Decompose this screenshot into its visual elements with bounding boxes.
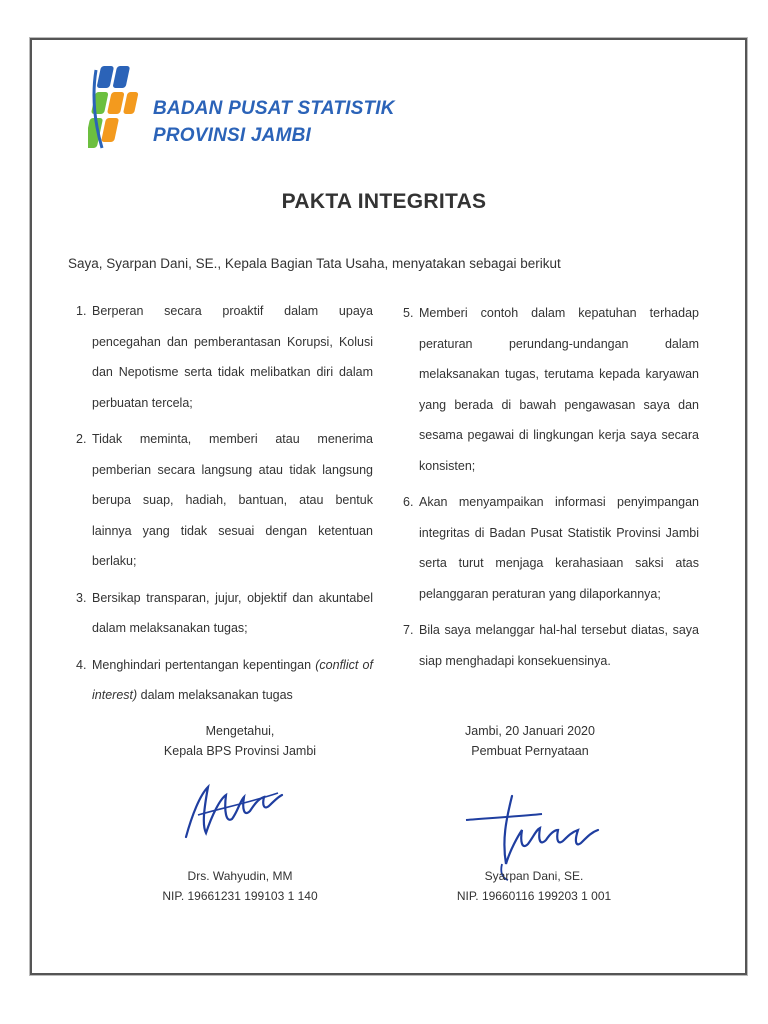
item-text-part: dalam melaksanakan tugas: [137, 688, 293, 702]
org-line-2: PROVINSI JAMBI: [153, 125, 311, 146]
bps-logo-icon: [88, 62, 148, 154]
org-line-1: BADAN PUSAT STATISTIK: [153, 98, 395, 119]
signer-nip: NIP. 19661231 199103 1 140: [162, 889, 318, 903]
signer-name-left: [150, 866, 330, 906]
document-title: PAKTA INTEGRITAS: [281, 190, 487, 213]
items-column-right: [403, 298, 699, 682]
list-item: [76, 650, 373, 711]
place-date: Jambi, 20 Januari 2020: [465, 724, 595, 738]
signature-left-icon: [178, 775, 288, 855]
item-number: 6.: [403, 495, 414, 509]
signer-name-right: [444, 866, 624, 906]
list-item: [76, 583, 373, 644]
item-text: Berperan secara proaktif dalam upaya pencegahan dan pemberantasan Korupsi, Kolusi dan Nepotisme serta tidak melibatkan diri dalam perbuatan tercela;: [92, 304, 373, 410]
item-text-part: Menghindari pertentangan kepentingan: [92, 657, 316, 672]
item-number: 1.: [76, 304, 87, 318]
item-text: Akan menyampaikan informasi penyimpangan integritas di Badan Pusat Statistik Provinsi Jambi serta turut menjaga kerahasiaan saksi atas pelanggaran peraturan yang dilaporkannya;: [419, 495, 699, 601]
item-text: Memberi contoh dalam kepatuhan terhadap peraturan perundang-undangan dalam melaksanakan tugas, terutama kepada karyawan yang berada di bawah pengawasan saya dan sesama pegawai di lingkungan kerja saya secara konsisten;: [419, 306, 699, 473]
signer-nip: NIP. 19660116 199203 1 001: [456, 889, 612, 903]
declarant-label: Pembuat Pernyataan: [471, 744, 589, 758]
item-text: Bersikap transparan, jujur, objektif dan akuntabel dalam melaksanakan tugas;: [92, 590, 373, 635]
item-number: 2.: [76, 432, 87, 446]
list-item: [76, 296, 373, 418]
organization-name: [153, 95, 395, 149]
signer-name: Syarpan Dani, SE.: [484, 869, 584, 883]
item-text: Bila saya melanggar hal-hal tersebut diatas, saya siap menghadapi konsekuensinya.: [419, 623, 699, 668]
list-item: [403, 487, 699, 609]
item-text: Tidak meminta, memberi atau menerima pemberian secara langsung atau tidak langsung berupa suap, hadiah, bantuan, atau bentuk lainnya yang tidak sesuai dengan ketentuan berlaku;: [92, 432, 373, 568]
acknowledgement-label: Mengetahui,: [205, 724, 275, 738]
item-text: [92, 650, 373, 711]
item-text-italic: (conflict of interest): [92, 657, 373, 702]
list-item: [403, 615, 699, 676]
signer-name: Drs. Wahyudin, MM: [187, 869, 293, 883]
signature-block-right: [440, 721, 620, 761]
item-number: 3.: [76, 590, 87, 605]
signer-position: Kepala BPS Provinsi Jambi: [163, 744, 317, 758]
item-number: 7.: [403, 623, 414, 637]
items-column-left: [76, 296, 373, 717]
intro-statement: Saya, Syarpan Dani, SE., Kepala Bagian Tata Usaha, menyatakan sebagai berikut: [68, 256, 561, 271]
signature-block-left: [150, 721, 330, 761]
item-number: 4.: [76, 657, 87, 672]
item-number: 5.: [403, 306, 414, 320]
list-item: [76, 424, 373, 577]
list-item: [403, 298, 699, 481]
